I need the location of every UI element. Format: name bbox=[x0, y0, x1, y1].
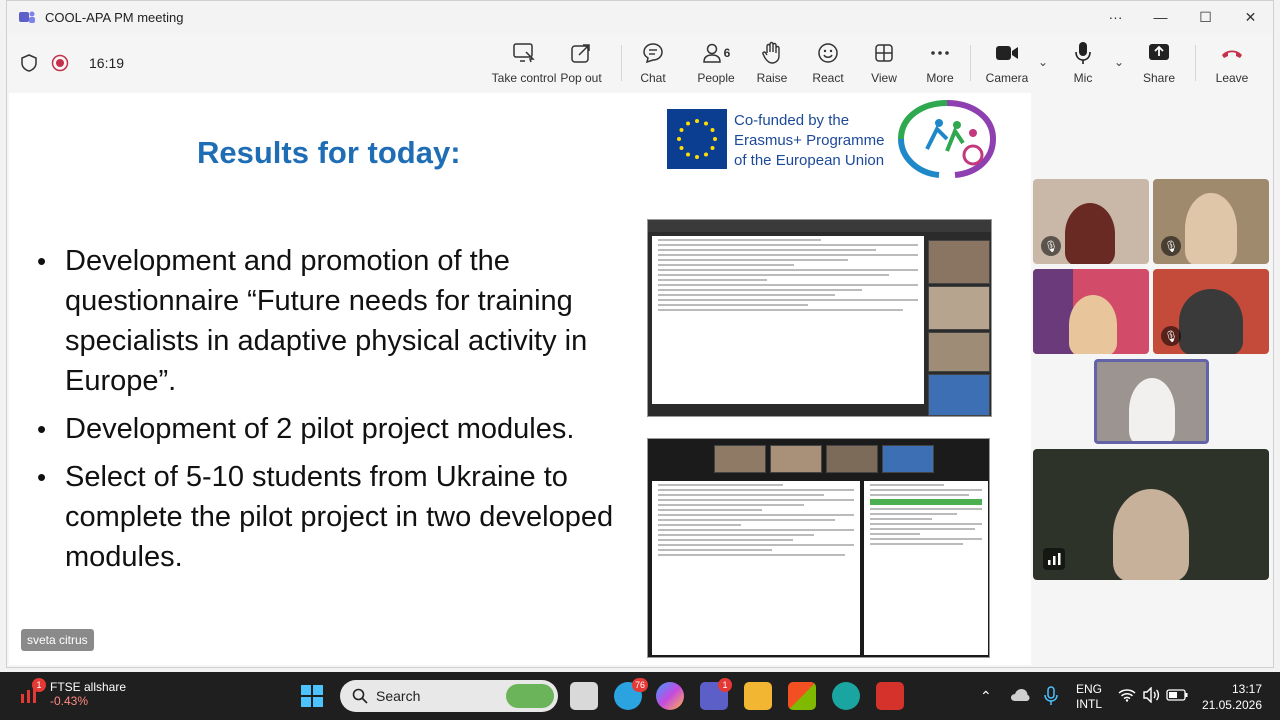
self-view-tile[interactable] bbox=[1033, 449, 1269, 580]
stock-title: FTSE allshare bbox=[50, 680, 127, 694]
stock-widget[interactable] bbox=[18, 680, 126, 708]
list-item: • Development of 2 pilot project modules. bbox=[35, 409, 635, 449]
maximize-button[interactable]: ☐ bbox=[1199, 8, 1212, 25]
pop-out-button[interactable] bbox=[551, 41, 611, 85]
leave-icon bbox=[1220, 47, 1244, 59]
more-icon bbox=[930, 50, 950, 56]
pop-out-icon bbox=[570, 42, 592, 64]
people-label: People bbox=[697, 71, 735, 85]
participant-thumbnail bbox=[714, 445, 766, 473]
eu-flag-icon bbox=[667, 109, 727, 169]
recording-icon bbox=[51, 54, 69, 72]
pop-out-label: Pop out bbox=[560, 71, 602, 85]
take-control-button[interactable] bbox=[491, 41, 557, 85]
camera-button[interactable] bbox=[977, 41, 1037, 85]
participant-tile[interactable] bbox=[1033, 269, 1149, 354]
keyboard-layout: INTL bbox=[1076, 697, 1103, 711]
people-count: 6 bbox=[723, 46, 731, 60]
participant-tile[interactable] bbox=[1153, 179, 1269, 264]
mic-off-icon: 🎙 bbox=[1161, 326, 1181, 346]
toolbar-divider bbox=[621, 45, 622, 81]
more-options-button[interactable]: ··· bbox=[1108, 9, 1123, 25]
participant-thumbnail bbox=[928, 374, 990, 416]
leave-label: Leave bbox=[1215, 71, 1249, 85]
teams-app-icon bbox=[19, 10, 35, 24]
document-preview bbox=[864, 481, 988, 655]
eu-text-line: Erasmus+ Programme bbox=[734, 132, 885, 149]
search-icon bbox=[352, 688, 368, 704]
telegram-badge: 76 bbox=[632, 678, 648, 692]
document-preview bbox=[652, 236, 924, 404]
file-explorer-icon[interactable] bbox=[744, 682, 772, 710]
teams-badge: 1 bbox=[718, 678, 732, 692]
stock-value: -0.43% bbox=[50, 694, 89, 708]
teams-meeting-window bbox=[6, 0, 1274, 668]
react-icon bbox=[817, 42, 839, 64]
windows-start-icon[interactable] bbox=[300, 684, 324, 708]
document-preview bbox=[652, 481, 860, 655]
mic-button[interactable] bbox=[1053, 41, 1113, 85]
show-hidden-icons-chevron-icon[interactable]: ⌃ bbox=[980, 688, 992, 704]
shield-icon[interactable] bbox=[21, 54, 37, 72]
taskbar-search-input[interactable] bbox=[340, 680, 558, 712]
more-button[interactable] bbox=[910, 41, 970, 85]
participant-thumbnail bbox=[928, 240, 990, 284]
acrobat-icon[interactable] bbox=[876, 682, 904, 710]
participant-tile[interactable] bbox=[1153, 269, 1269, 354]
clock-date: 21.05.2026 bbox=[1201, 698, 1262, 712]
raise-hand-icon bbox=[762, 41, 782, 65]
participant-thumbnail bbox=[826, 445, 878, 473]
mic-off-icon: 🎙 bbox=[1161, 236, 1181, 256]
edge-icon[interactable] bbox=[832, 682, 860, 710]
list-item: • Select of 5-10 students from Ukraine to complete the pilot project in two developed modules. bbox=[35, 457, 635, 577]
meeting-timer: 16:19 bbox=[89, 55, 125, 71]
meeting-screenshot-2 bbox=[647, 438, 990, 658]
raise-hand-label: Raise bbox=[756, 71, 788, 85]
view-button[interactable] bbox=[854, 41, 914, 85]
mic-off-icon: 🎙 bbox=[1041, 236, 1061, 256]
presenter-name-tag: sveta citrus bbox=[21, 629, 94, 651]
search-placeholder: Search bbox=[376, 688, 421, 704]
view-label: View bbox=[871, 71, 897, 85]
take-control-icon bbox=[512, 42, 536, 64]
audio-level-icon bbox=[1043, 548, 1065, 570]
share-button[interactable] bbox=[1129, 41, 1189, 85]
eu-text-line: Co-funded by the bbox=[734, 112, 850, 129]
clock-time: 13:17 bbox=[1231, 682, 1262, 696]
participant-thumbnail bbox=[928, 286, 990, 330]
participant-thumbnail bbox=[770, 445, 822, 473]
chat-label: Chat bbox=[640, 71, 666, 85]
camera-label: Camera bbox=[985, 71, 1029, 85]
language-code: ENG bbox=[1076, 682, 1103, 696]
task-view-icon[interactable] bbox=[570, 682, 598, 710]
participant-thumbnail bbox=[882, 445, 934, 473]
raise-hand-button[interactable] bbox=[742, 41, 802, 85]
search-highlight-image bbox=[506, 684, 554, 708]
input-language-indicator[interactable] bbox=[1076, 682, 1102, 712]
onedrive-icon[interactable] bbox=[1010, 688, 1030, 702]
share-icon bbox=[1148, 43, 1170, 63]
chat-button[interactable] bbox=[623, 41, 683, 85]
battery-icon[interactable] bbox=[1166, 689, 1188, 701]
participant-thumbnail bbox=[928, 332, 990, 372]
camera-options-chevron-icon[interactable]: ⌄ bbox=[1038, 55, 1049, 69]
people-icon bbox=[702, 42, 722, 64]
list-item: • Development and promotion of the questionnaire “Future needs for training specialists in adaptive physical activity in Europe”. bbox=[35, 241, 635, 401]
participant-tile[interactable] bbox=[1033, 179, 1149, 264]
microphone-tray-icon[interactable] bbox=[1044, 686, 1058, 706]
wifi-icon[interactable] bbox=[1118, 688, 1136, 702]
mic-icon bbox=[1074, 41, 1092, 65]
meeting-screenshot-1 bbox=[647, 219, 992, 417]
view-icon bbox=[874, 43, 894, 63]
minimize-button[interactable]: — bbox=[1153, 9, 1168, 25]
copilot-icon[interactable] bbox=[656, 682, 684, 710]
leave-button[interactable] bbox=[1202, 41, 1262, 85]
windows-taskbar bbox=[0, 672, 1280, 720]
window-title: COOL-APA PM meeting bbox=[45, 9, 184, 25]
react-label: React bbox=[812, 71, 844, 85]
shared-screen bbox=[9, 93, 1031, 665]
camera-icon bbox=[995, 44, 1019, 62]
eu-text-line: of the European Union bbox=[734, 152, 885, 169]
clock[interactable] bbox=[1200, 681, 1262, 713]
meeting-toolbar bbox=[7, 33, 1273, 93]
toolbar-divider bbox=[1195, 45, 1196, 81]
slide-title: Results for today: bbox=[197, 135, 461, 170]
erasmus-cofunded-text bbox=[734, 111, 884, 171]
people-button[interactable] bbox=[686, 41, 746, 85]
take-control-label: Take control bbox=[491, 71, 557, 85]
chat-icon bbox=[642, 42, 664, 64]
more-label: More bbox=[926, 71, 954, 85]
react-button[interactable] bbox=[798, 41, 858, 85]
volume-icon[interactable] bbox=[1142, 687, 1160, 703]
share-label: Share bbox=[1142, 71, 1176, 85]
toolbar-divider bbox=[970, 45, 971, 81]
close-button[interactable]: ✕ bbox=[1244, 8, 1257, 25]
microsoft-store-icon[interactable] bbox=[788, 682, 816, 710]
participant-tile-active-speaker[interactable] bbox=[1094, 359, 1209, 444]
results-list bbox=[35, 241, 635, 585]
project-logo-icon bbox=[897, 99, 997, 179]
title-bar bbox=[7, 1, 1273, 33]
mic-options-chevron-icon[interactable]: ⌄ bbox=[1114, 55, 1125, 69]
mic-label: Mic bbox=[1073, 71, 1093, 85]
notification-badge: 1 bbox=[32, 678, 46, 692]
